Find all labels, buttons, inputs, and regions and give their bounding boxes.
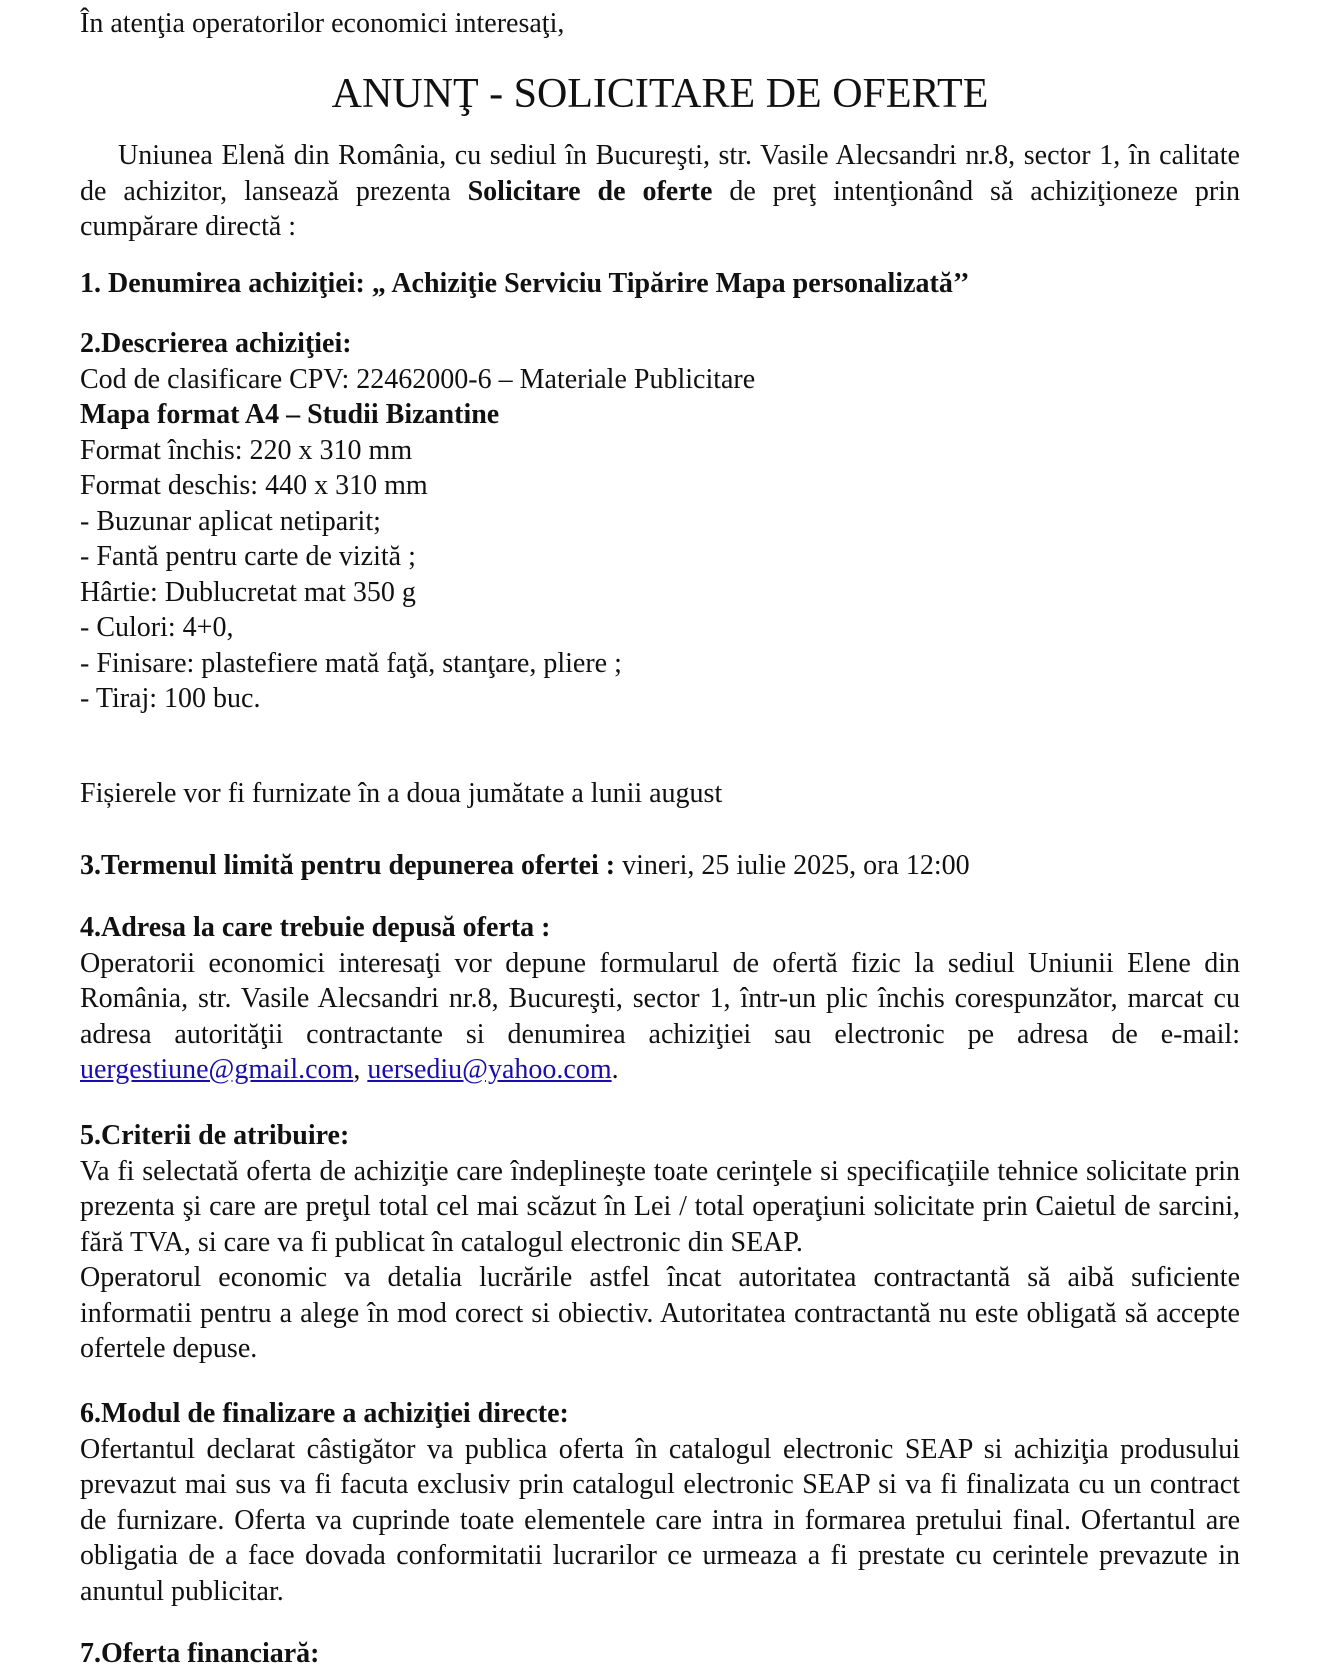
- cpv-code: Cod de clasificare CPV: 22462000-6 – Materiale Publicitare: [80, 363, 756, 395]
- spec-line: - Fantă pentru carte de vizită ;: [80, 541, 416, 572]
- section-3-label: 3.Termenul limită pentru depunerea ofertei :: [80, 850, 616, 881]
- spec-line: Hârtie: Dublucretat mat 350 g: [80, 576, 416, 608]
- section-1: [80, 266, 1240, 302]
- page-title: ANUNŢ - SOLICITARE DE OFERTE: [331, 71, 989, 117]
- section-3: [80, 848, 1240, 884]
- section-5-paragraph-2: Operatorul economic va detalia lucrările astfel încat autoritatea contractantă să aibă suficiente informatii pentru a alege în mod corect si obiectiv. Autoritatea contractantă nu este obligată să accepte ofertele depuse.: [80, 1262, 1240, 1364]
- section-1-value: „ Achiziţie Serviciu Tipărire Mapa personalizată’’: [364, 268, 970, 299]
- greeting: În atenţia operatorilor economici interesaţi,: [80, 8, 565, 39]
- section-6: [80, 1396, 1240, 1609]
- spec-line: - Buzunar aplicat netiparit;: [80, 505, 381, 537]
- spec-line: Format închis: 220 x 310 mm: [80, 434, 413, 466]
- intro-text-2: de preţ intenţionând să achiziţioneze prin cumpărare directă :: [80, 175, 1240, 242]
- section-6-text: Ofertantul declarat câstigător va publica oferta în catalogul electronic SEAP si achiziţia produsului prevazut mai sus va fi facuta exclusiv prin catalogul electronic SEAP si va fi finalizata cu un contract de furnizare. Oferta va cuprinde toate elementele care intra in formarea pretului final. Ofertantul are obligatia de a face dovada conformitatii lucrarilor ce urmeaza a fi prestate cu cerintele prevazute in anuntul publicitar.: [80, 1433, 1240, 1607]
- section-5-heading: 5.Criterii de atribuire:: [80, 1120, 350, 1151]
- intro-bold: Solicitare de oferte: [467, 175, 713, 207]
- section-2-heading: 2.Descrierea achiziţiei:: [80, 328, 352, 359]
- section-5-paragraph-1: Va fi selectată oferta de achiziţie care îndeplineşte toate cerinţele si specificaţiile tehnice solicitate prin prezenta şi care are preţul total cel mai scăzut în Lei / total operaţiuni solicitate prin Caietul de sarcini, fără TVA, si care va fi publicat în catalogul electronic din SEAP.: [80, 1155, 1240, 1258]
- spec-line: Format deschis: 440 x 310 mm: [80, 470, 428, 501]
- product-name: Mapa format A4 – Studii Bizantine: [80, 399, 500, 430]
- spec-line: - Culori: 4+0,: [80, 612, 234, 643]
- intro-paragraph: [80, 138, 1240, 245]
- section-6-heading: 6.Modul de finalizare a achiziţiei directe:: [80, 1398, 569, 1429]
- section-4-text: Operatorii economici interesaţi vor depune formularul de ofertă fizic la sediul Uniunii Elene din România, str. Vasile Alecsandri nr.8, Bucureşti, sector 1, într-un plic închis corespunzător, marcat cu adresa autorităţii contractante si denumirea achiziţiei sau electronic pe adresa de e-mail: uergestiune@gmail.com, uersediu@yahoo.com.: [80, 947, 1240, 1085]
- spec-line: - Finisare: plastefiere mată faţă, stanţare, pliere ;: [80, 647, 622, 679]
- email-link-sediu[interactable]: uersediu@yahoo.com: [367, 1054, 612, 1085]
- section-1-label: 1. Denumirea achiziţiei:: [80, 268, 365, 299]
- section-2: [80, 326, 1240, 717]
- intro-text-1: Uniunea Elenă din România, cu sediul în Bucureşti, str. Vasile Alecsandri nr.8, sector 1, în calitate de achizitor, lansează prezenta: [80, 140, 1240, 207]
- section-4: [80, 910, 1240, 1088]
- files-note: Fișierele vor fi furnizate în a doua jumătate a lunii august: [80, 778, 723, 809]
- email-link-gestiune[interactable]: uergestiune@gmail.com: [80, 1054, 354, 1085]
- spec-line: - Tiraj: 100 buc.: [80, 683, 261, 714]
- section-7-heading: 7.Oferta financiară:: [80, 1638, 320, 1669]
- section-5: [80, 1118, 1240, 1367]
- deadline-value: vineri, 25 iulie 2025, ora 12:00: [615, 850, 970, 881]
- section-4-heading: 4.Adresa la care trebuie depusă oferta :: [80, 912, 551, 943]
